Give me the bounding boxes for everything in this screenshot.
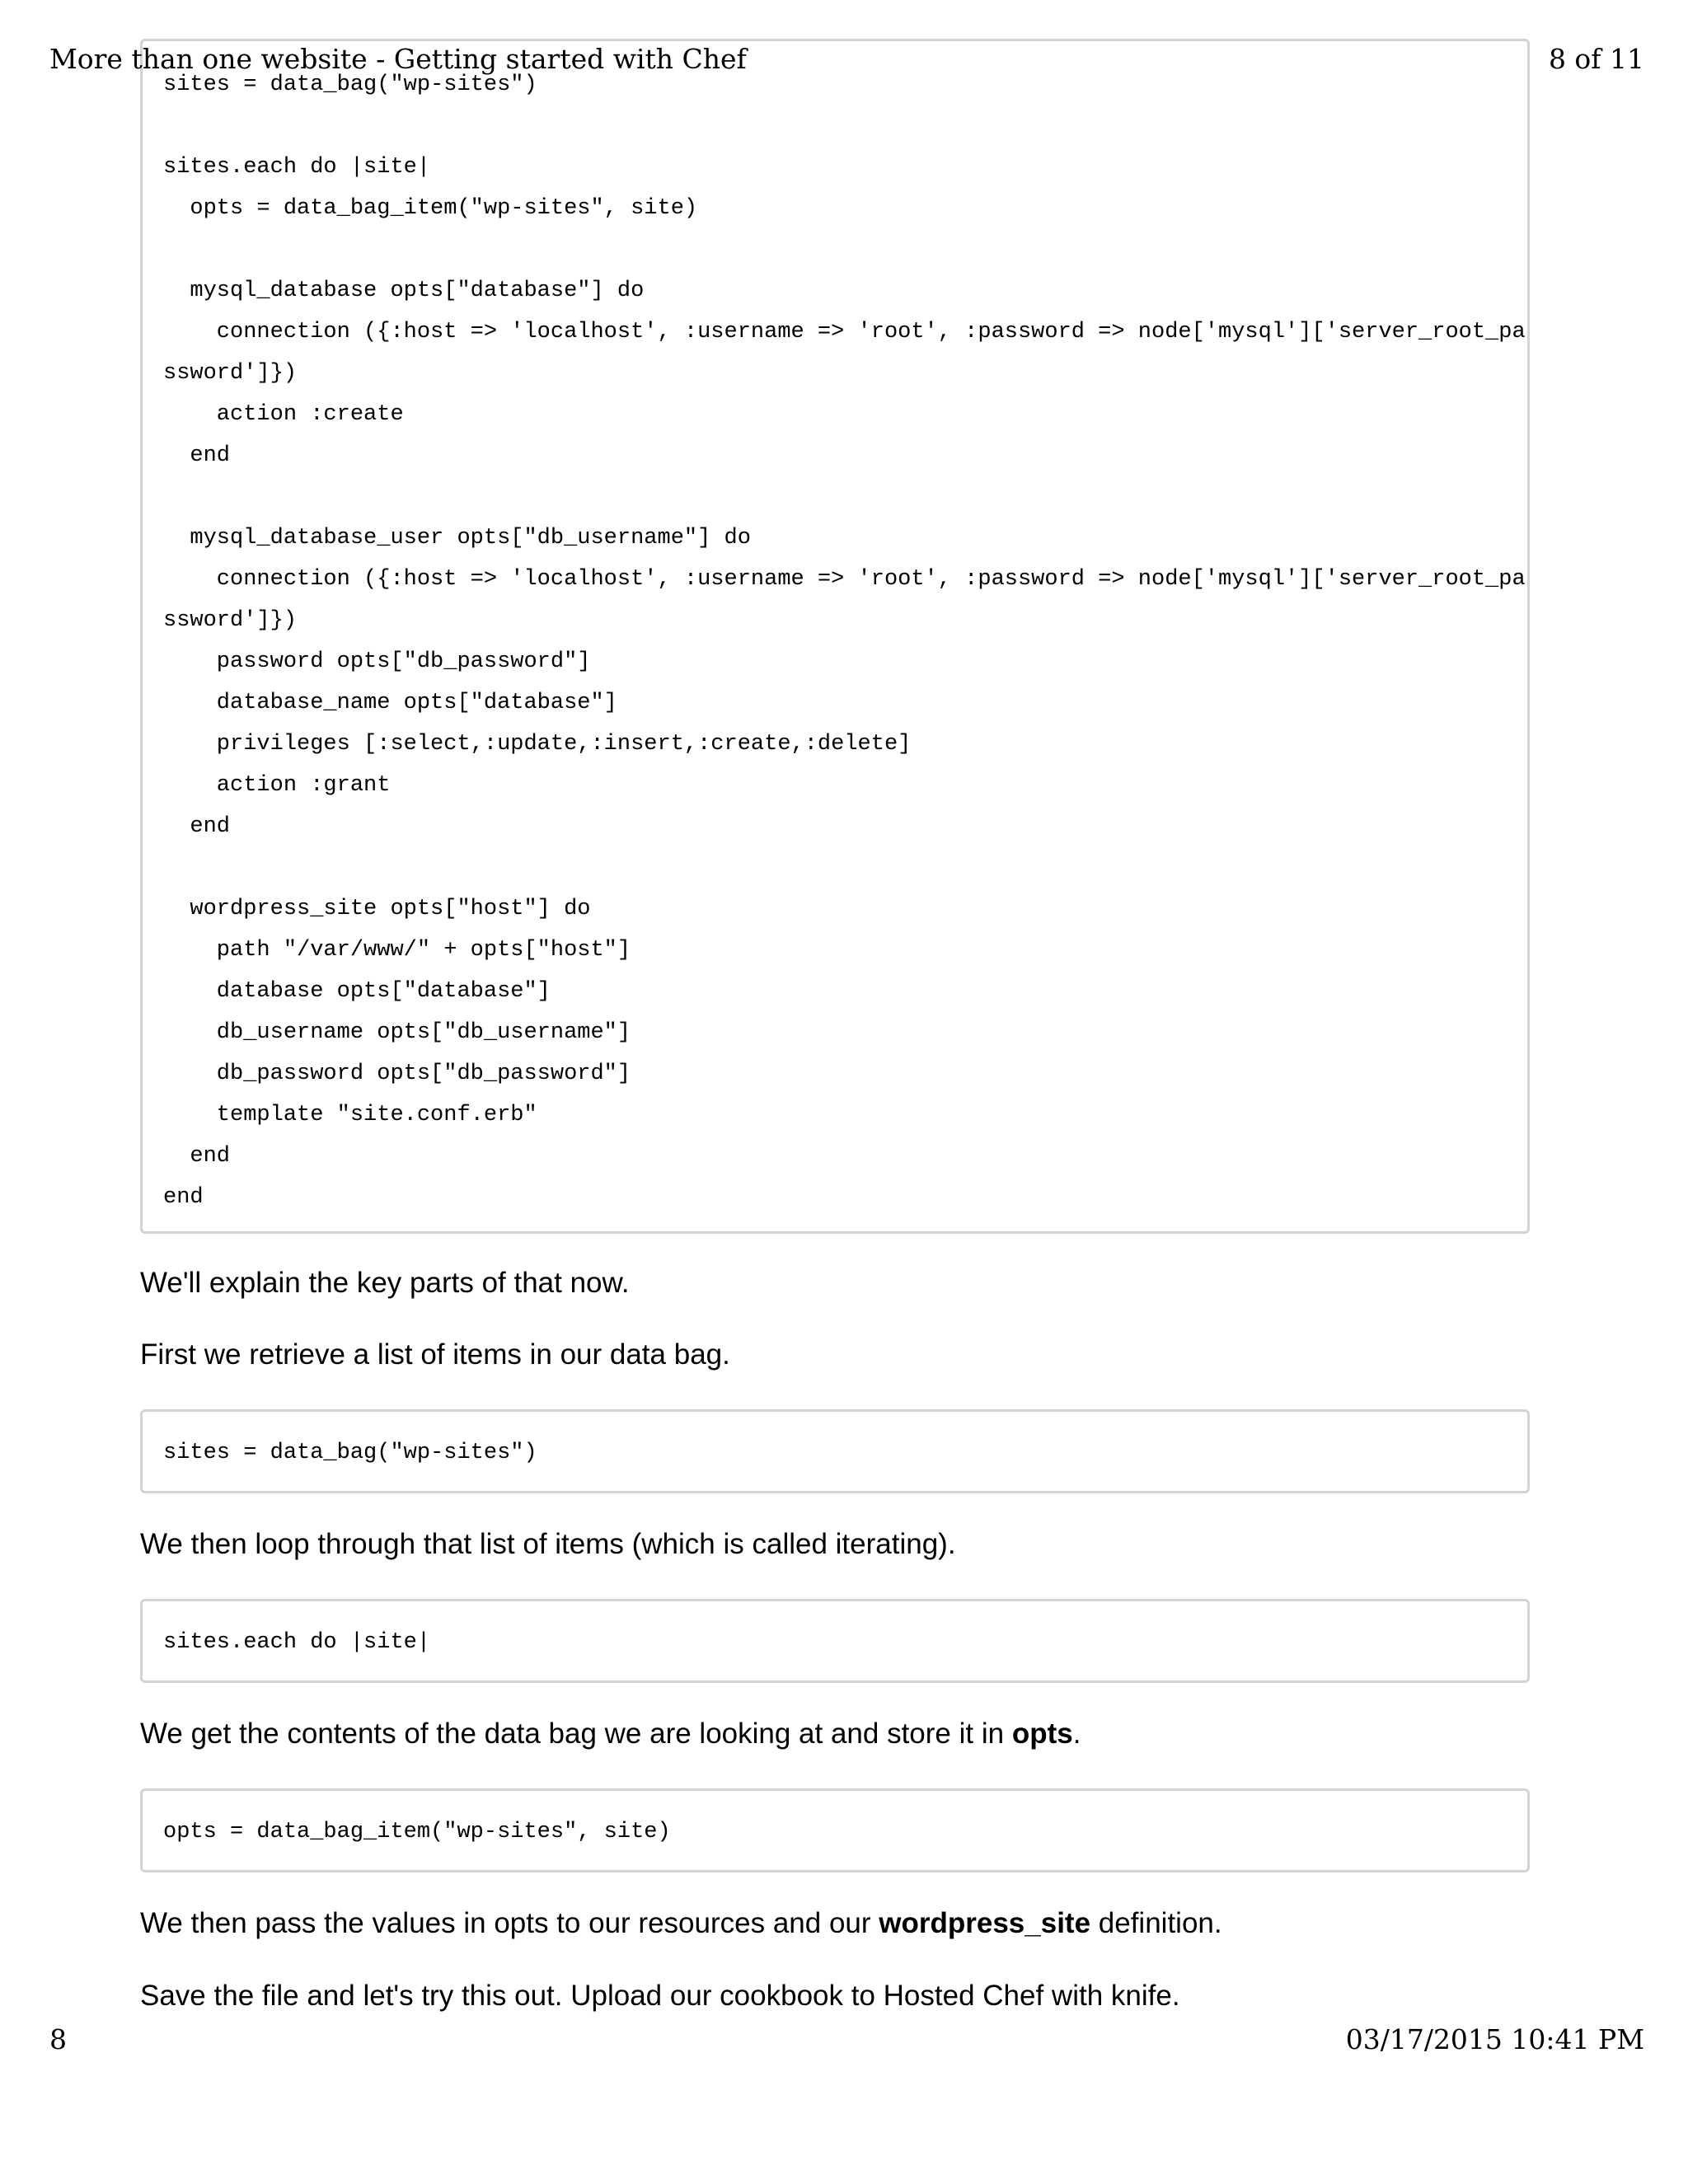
paragraph-get-contents: [140, 1718, 1081, 1750]
code-block-sites-text: sites = data_bag("wp-sites"): [163, 1441, 537, 1465]
page-footer-number: 8: [49, 2023, 67, 2055]
page-footer-timestamp: 03/17/2015 10:41 PM: [1345, 2023, 1644, 2055]
code-block-each-text: sites.each do |site|: [163, 1630, 431, 1655]
code-block-recipe-text: sites = data_bag("wp-sites") sites.each do |site| opts = data_bag_item("wp-sites", site) mysql_database opts["database"] do connection ({:host => 'localhost', :username => 'root', :password => node['mysql']['server_root_pa ssword']}) action :create end mysql_database_user opts["db_username"] do connection ({:host => 'localhost', :username => 'root', :password => node['mysql']['server_root_pa ssword']}) password opts["db_password"] database_name opts["database"] privileges [:select,:update,:insert,:create,:delete] action :grant end wordpress_site opts["host"] do path "/var/www/" + opts["host"] database opts["database"] db_username opts["db_username"] db_password opts["db_password"] template "site.conf.erb" end end: [163, 73, 1526, 1210]
paragraph-pass-values: [140, 1907, 1222, 1940]
page-header-count: 8 of 11: [1548, 43, 1644, 75]
paragraph-explain: We'll explain the key parts of that now.: [140, 1267, 630, 1299]
code-block-sites: [140, 1409, 1530, 1493]
code-block-each: [140, 1599, 1530, 1683]
paragraph-retrieve: First we retrieve a list of items in our data bag.: [140, 1338, 730, 1371]
paragraph-pass-values-end: definition.: [1090, 1907, 1222, 1939]
paragraph-pass-values-text: We then pass the values in opts to our resources and our: [140, 1907, 879, 1939]
paragraph-pass-values-bold: wordpress_site: [879, 1907, 1091, 1939]
paragraph-loop: We then loop through that list of items (which is called iterating).: [140, 1528, 956, 1560]
code-block-opts: [140, 1788, 1530, 1872]
page-header-title: More than one website - Getting started with Chef: [49, 43, 747, 75]
paragraph-get-contents-bold: opts: [1011, 1718, 1073, 1750]
code-block-recipe: [140, 39, 1530, 1234]
paragraph-get-contents-text: We get the contents of the data bag we are looking at and store it in: [140, 1718, 1012, 1750]
code-block-opts-text: opts = data_bag_item("wp-sites", site): [163, 1820, 671, 1844]
paragraph-save: Save the file and let's try this out. Upload our cookbook to Hosted Chef with knife.: [140, 1980, 1180, 2012]
paragraph-get-contents-end: .: [1072, 1718, 1081, 1750]
